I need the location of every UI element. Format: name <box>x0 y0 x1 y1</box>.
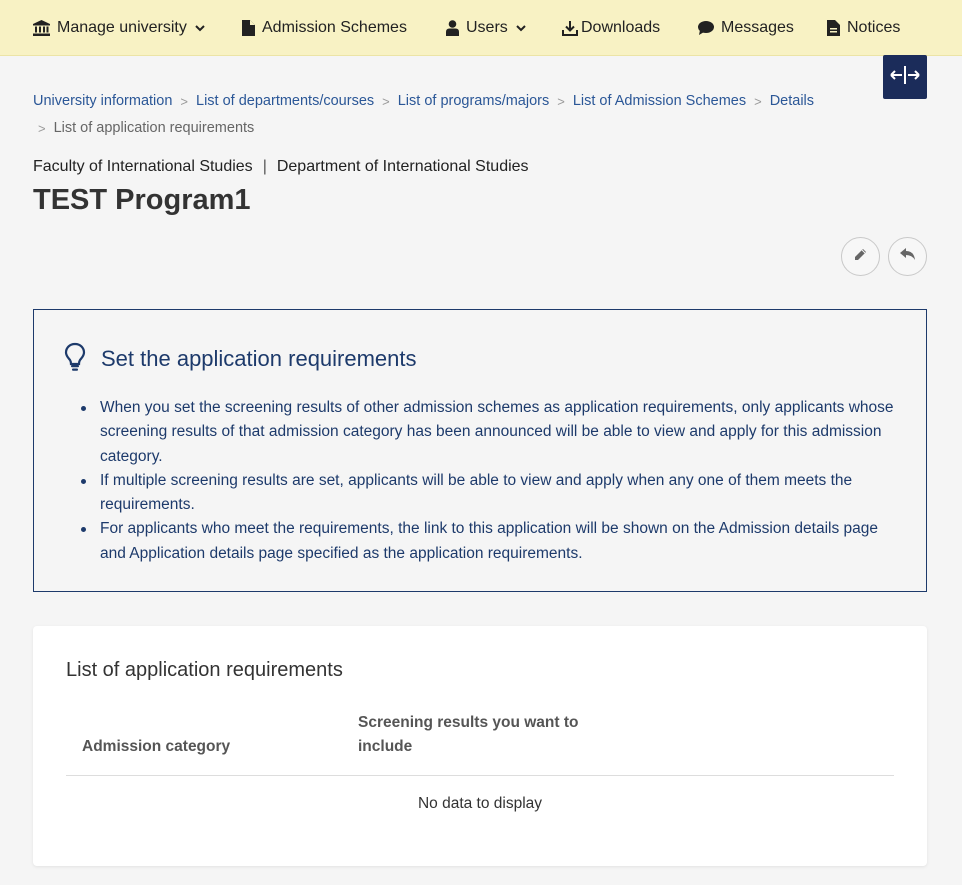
table-divider <box>66 775 894 776</box>
chevron-down-icon <box>516 25 526 32</box>
nav-admission-schemes[interactable] <box>242 0 407 56</box>
column-header-admission-category: Admission category <box>82 738 231 755</box>
breadcrumb-separator: > <box>382 93 390 109</box>
nav-label: Notices <box>847 19 901 36</box>
info-bullets <box>100 396 900 566</box>
expand-width-button[interactable] <box>883 55 927 99</box>
info-bullet: When you set the screening results of other admission schemes as application requirements, only applicants whose screening results of that admission category has been announced will be able to view and apply for this admission category. <box>100 396 900 469</box>
organization-line <box>33 158 529 176</box>
breadcrumb-admission-schemes[interactable]: List of Admission Schemes <box>572 93 747 109</box>
empty-table-message: No data to display <box>417 795 543 812</box>
lightbulb-icon <box>64 342 86 377</box>
page-title: TEST Program1 <box>33 184 251 216</box>
bank-icon <box>33 20 50 36</box>
breadcrumb-separator: > <box>180 93 189 109</box>
nav-users[interactable] <box>446 0 526 56</box>
user-icon <box>446 20 459 36</box>
speech-bubble-icon <box>698 21 714 35</box>
chevron-down-icon <box>195 25 205 32</box>
reply-arrow-icon <box>900 248 916 266</box>
download-icon <box>562 21 578 36</box>
back-button[interactable] <box>888 237 927 276</box>
document-icon <box>827 20 840 36</box>
breadcrumb <box>33 93 814 109</box>
edit-button[interactable] <box>841 237 880 276</box>
org-separator: | <box>262 158 267 175</box>
breadcrumb-separator: > <box>754 93 762 109</box>
expand-horizontal-icon <box>889 65 921 90</box>
info-title: Set the application requirements <box>101 346 417 371</box>
info-bullet: For applicants who meet the requirements, the link to this application will be shown on the Admission details page and Application details page specified as the application requirements. <box>100 517 900 566</box>
breadcrumb-programs-majors[interactable]: List of programs/majors <box>397 93 550 109</box>
department-name: Department of International Studies <box>276 158 529 175</box>
info-box <box>33 309 927 592</box>
breadcrumb-university-information[interactable]: University information <box>33 93 173 109</box>
nav-notices[interactable] <box>827 0 900 56</box>
faculty-name: Faculty of International Studies <box>33 158 253 175</box>
nav-label: Manage university <box>57 19 187 36</box>
breadcrumb-separator: > <box>38 120 46 136</box>
top-navigation <box>0 0 962 56</box>
nav-label: Downloads <box>581 19 661 36</box>
nav-manage-university[interactable] <box>33 0 205 56</box>
breadcrumb-departments-courses[interactable]: List of departments/courses <box>196 93 375 109</box>
card-title: List of application requirements <box>66 659 343 681</box>
pencil-icon <box>854 248 867 266</box>
breadcrumb-separator: > <box>557 93 565 109</box>
nav-downloads[interactable] <box>562 0 660 56</box>
breadcrumb-current: List of application requirements <box>53 120 255 136</box>
requirements-card <box>33 626 927 866</box>
nav-label: Admission Schemes <box>262 19 407 36</box>
nav-label: Messages <box>721 19 794 36</box>
nav-label: Users <box>466 19 508 36</box>
file-icon <box>242 20 255 36</box>
info-bullet: If multiple screening results are set, applicants will be able to view and apply when any one of them meets the requirements. <box>100 469 900 518</box>
breadcrumb-continued <box>38 120 254 136</box>
column-header-screening-results: Screening results you want to include <box>358 714 579 755</box>
breadcrumb-details[interactable]: Details <box>769 93 815 109</box>
nav-messages[interactable] <box>698 0 794 56</box>
